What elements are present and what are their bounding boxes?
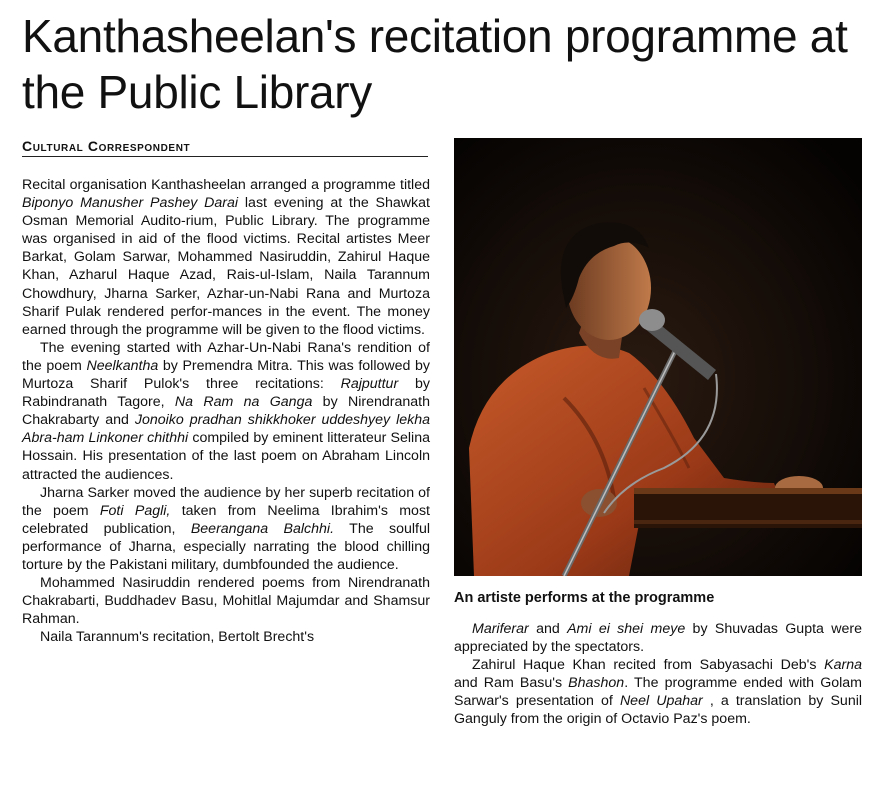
italic-title: Na Ram na Ganga: [174, 394, 313, 411]
article-paragraph: [22, 628, 430, 646]
italic-title: Rajputtur: [340, 376, 399, 393]
text-run: by Shuvadas Gupta were appreciated by the spectators.: [454, 621, 862, 656]
article-headline: Kanthasheelan's recitation programme at the Public Library: [22, 10, 848, 118]
article-left-column: [22, 176, 430, 646]
article-paragraph: [22, 484, 430, 574]
text-run: by Nirendranath Chakrabarty and: [22, 394, 431, 429]
italic-title: Foti Pagli,: [99, 502, 171, 519]
byline-text: Cultural Correspondent: [22, 138, 191, 154]
performer-photo: [454, 138, 862, 576]
article-paragraph: [22, 176, 430, 339]
text-run: and Ram Basu's: [454, 675, 569, 692]
italic-title: Karna: [824, 657, 862, 674]
text-run: . The programme ended with Golam Sarwar's presentation of: [454, 675, 862, 710]
article-paragraph: [454, 620, 862, 656]
italic-title: Mariferar: [472, 621, 529, 637]
text-run: The soulful performance of Jharna, especially narrating the blood chilling torture by the Pakistani military, dumbfounded the audience.: [22, 520, 431, 573]
italic-title: Neelkantha: [86, 357, 159, 374]
italic-title: Biponyo Manusher Pashey Darai: [22, 195, 239, 212]
text-run: compiled by eminent litterateur Selina Hossain. His presentation of the last poem on Abraham Lincoln attracted the audiences.: [22, 430, 430, 483]
text-run: Recital organisation Kanthasheelan arranged a programme titled: [22, 177, 430, 193]
performer-at-microphone-icon: [454, 138, 862, 576]
photo-caption: An artiste performs at the programme: [454, 590, 715, 606]
article-paragraph: [454, 656, 862, 728]
article-paragraph: [22, 574, 430, 628]
text-run: Mohammed Nasiruddin rendered poems from Nirendranath Chakrabarti, Buddhadev Basu, Mohitlal Majumdar and Shamsur Rahman.: [22, 575, 430, 628]
text-run: and: [528, 621, 568, 637]
text-run: by Premendra Mitra. This was followed by Murtoza Sharif Pulok's three recitations:: [22, 357, 430, 393]
italic-title: Ami ei shei meye: [567, 621, 686, 637]
text-run: Jharna Sarker moved the audience by her superb recitation of the poem: [22, 484, 430, 519]
italic-title: Neel Upahar: [619, 693, 703, 710]
text-run: Zahirul Haque Khan recited from Sabyasachi Deb's: [472, 657, 825, 674]
article-paragraph: [22, 339, 430, 484]
text-run: , a translation by Sunil Ganguly from the origin of Octavio Paz's poem.: [454, 693, 863, 728]
italic-title: Jonoiko pradhan shikkhoker uddeshyey lekha Abra-ham Linkoner chithhi: [22, 412, 430, 447]
text-run: by Rabindranath Tagore,: [22, 376, 430, 411]
text-run: Naila Tarannum's recitation, Bertolt Brecht's: [40, 629, 315, 646]
italic-title: Beerangana Balchhi.: [190, 520, 335, 537]
text-run: taken from Neelima Ibrahim's most celebrated publication,: [22, 502, 430, 537]
byline: [22, 138, 428, 157]
text-run: The evening started with Azhar-Un-Nabi Rana's rendition of the poem: [22, 339, 430, 374]
article-right-column: [454, 620, 862, 729]
text-run: last evening at the Shawkat Osman Memorial Audito-rium, Public Library. The programme was organised in aid of the flood victims. Recital artistes Meer Barkat, Golam Sarwar, Mohammed Nasiruddin, Zahirul Haque Khan, Azharul Haque Azad, Rais-ul-Islam, Naila Tarannum Chowdhury, Jharna Sarker, Azhar-un-Nabi Rana and Murtoza Sharif Pulak rendered perfor-mances in the event. The money earned through the programme will be given to the flood victims.: [22, 195, 430, 338]
italic-title: Bhashon: [568, 675, 625, 692]
